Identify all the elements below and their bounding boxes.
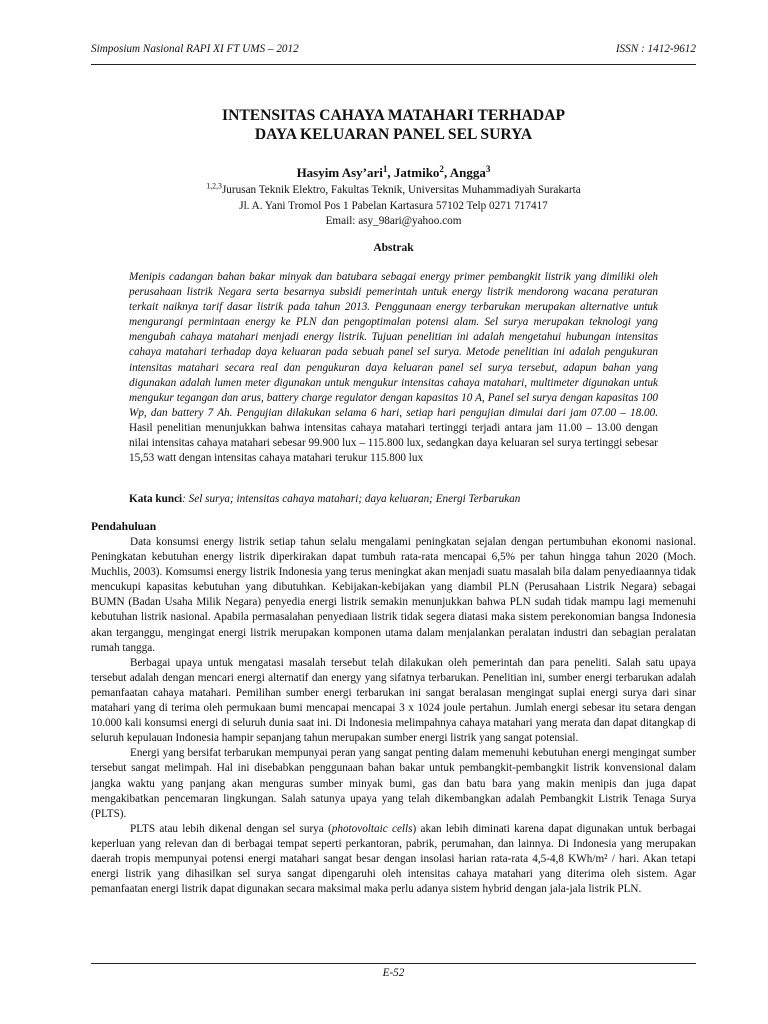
- paragraph-3: Energi yang bersifat terbarukan mempunyai peran yang sangat penting dalam memenuhi kebutuhan energi mengingat sumber tersebut sangat melimpah. Hal ini disebabkan penggunaan bahan bakar untuk pembangkit-pembangkit listrik konvensional dalam jangka waktu yang panjang akan menguras sumber minyak bumi, gas dan batu bara yang makin menipis dan juga dapat mengakibatkan pencemaran lingkungan. Salah satunya upaya yang telah dikembangkan adalah Pembangkit Listrik Tenaga Surya (PLTS).: [91, 747, 696, 820]
- abstract-text: [129, 270, 658, 466]
- keywords: [129, 492, 658, 507]
- abstract-result-text: Hasil penelitian menunjukkan bahwa intensitas cahaya matahari tertinggi terjadi antara jam 11.00 – 13.00 dengan nilai intensitas cahaya matahari sebesar 99.900 lux – 115.800 lux, sedangkan daya keluaran sel surya tertinggi sebesar 15,53 watt dengan intensitas cahaya matahari terukur 115.800 lux: [129, 421, 658, 465]
- affiliation-email: Email: asy_98ari@yahoo.com: [325, 215, 462, 227]
- paper-title: [91, 106, 696, 144]
- author-name: Hasyim Asy’ari: [296, 165, 383, 180]
- running-header: [91, 43, 696, 63]
- author-mark: 3: [485, 164, 491, 174]
- abstract-italic-text: Menipis cadangan bahan bakar minyak dan batubara sebagai energy primer pembangkit listrik yang dimiliki oleh perusahaan listrik Negara serta besarnya subsidi pemerintah untuk energy listrik mendorong wacana peraturan terkait naiknya tarif dasar listrik pada tahun 2013. Penggunaan energy terbarukan merupakan alternative untuk mengurangi permintaan energy ke PLN dan pengoptimalan potensi alam. Sel surya merupakan teknologi yang mengubah cahaya matahari menjadi energy listrik. Tujuan penelitian ini adalah mengetahui hubungan intensitas cahaya matahari terhadap daya keluaran pada sebuah panel sel surya. Metode penelitian ini adalah pengukuran intensitas matahari secara real dan pengukuran daya keluaran panel sel surya tersebut, adapun bahan yang digunakan adalah lumen meter digunakan untuk mengukur intensitas cahaya matahari, multimeter digunakan untuk mengukur tegangan dan arus, battery charge regulator dengan kapasitas 10 A, Panel sel surya dengan kapasitas 100 Wp, dan battery 7 Ah. Pengujian dilakukan selama 6 hari, setiap hari pengujian dimulai dari jam 07.00 – 18.00.: [129, 271, 658, 419]
- abstract-heading: Abstrak: [373, 242, 414, 254]
- paragraph-2: Berbagai upaya untuk mengatasi masalah tersebut telah dilakukan oleh pemerintah dan para peneliti. Salah satu upaya tersebut adalah dengan mencari energi alternatif dan energy yang sifatnya terbarukan. Penelitian ini, sumber energi terbarukan adalah pemanfaatan cahaya matahari. Pemilihan sumber energi terbarukan ini sangat beralasan mengingat suplai energi surya dari sinar matahari yang di terima oleh permukaan bumi mencapai mencapai 3 x 1024 joule pertahun. Jumlah energi sebesar itu setara dengan 10.000 kali konsumsi energi di seluruh dunia saat ini. Di Indonesia melimpahnya cahaya matahari yang merata dan dapat ditangkap di seluruh kepulauan Indonesia hampir sepanjang tahun merupakan sumber energi listrik yang sangat potensial.: [91, 656, 696, 745]
- header-rule: [91, 64, 696, 65]
- paragraph-4-start: PLTS atau lebih dikenal dengan sel surya (: [130, 822, 332, 835]
- paragraph-1: Data konsumsi energy listrik setiap tahun selalu mengalami peningkatan sejalan dengan pertumbuhan ekonomi nasional. Peningkatan kebutuhan energy listrik diperkirakan dapat tumbuh rata-rata mencapai 6,5% per tahun hingga tahun 2020 (Moch. Muchlis, 2003). Komsumsi energy listrik Indonesia yang terus meningkat akan menjadi suatu masalah bila dalam penyediaannya tidak mencukupi kapasitas kebutuhan yang dibutuhkan. Kebijakan-kebijakan yang diambil PLN (Perusahaan Listrik Negara) sebagai BUMN (Badan Usaha Milik Negara) penyedia energi listrik semakin menunjukkan bahwa PLN sudah tidak mampu lagi memenuhi kebutuhan listrik nasional. Apabila permasalahan penyediaan listrik tidak segera diatasi maka sistem perekonomian bangsa Indonesia akan terganggu, mengingat energi listrik merupakan komponen utama dalam menjalankan peralatan industri dan sebagian peralatan rumah tangga.: [91, 536, 696, 654]
- affiliation-mark: 1,2,3: [206, 181, 222, 191]
- issn: ISSN : 1412-9612: [615, 43, 696, 55]
- affiliation-text: Jurusan Teknik Elektro, Fakultas Teknik, Universitas Muhammadiyah Surakarta: [221, 184, 581, 196]
- affiliation-address: Jl. A. Yani Tromol Pos 1 Pabelan Kartasura 57102 Telp 0271 717417: [239, 199, 548, 212]
- affiliation: [91, 183, 696, 230]
- affiliation-line-1: [91, 183, 696, 199]
- paragraph-4: [91, 822, 696, 897]
- conference-name: Simposium Nasional RAPI XI FT UMS – 2012: [91, 43, 299, 55]
- title-line-1: INTENSITAS CAHAYA MATAHARI TERHADAP: [222, 107, 565, 124]
- section-heading: Pendahuluan: [91, 521, 157, 533]
- author-name: Angga: [449, 165, 486, 180]
- title-line-2: DAYA KELUARAN PANEL SEL SURYA: [254, 126, 533, 143]
- author-name: Jatmiko: [393, 165, 440, 180]
- keywords-text: : Sel surya; intensitas cahaya matahari; daya keluaran; Energi Terbarukan: [182, 493, 521, 505]
- author-mark: 2: [439, 164, 444, 174]
- page-number: E-52: [382, 967, 405, 979]
- author-list: Hasyim Asy’ari$^1$, Jatmiko$^2$, Angga$^3$: [296, 164, 491, 180]
- footer-rule: [91, 963, 696, 964]
- paragraph-4-term: photovoltaic cells: [331, 822, 413, 835]
- author-mark: 1: [382, 164, 388, 174]
- paragraph-4-rest: ) akan lebih diminati karena dapat digunakan untuk berbagai keperluan yang relevan dan di berbagai tempat seperti perkantoran, pabrik, perumahan, dan lainnya. Di Indonesia yang merupakan daerah tropis mempunyai potensi energi matahari sangat besar dengan insolasi harian rata-rata 4,5-4,8 KWh/m² / hari. Akan tetapi energi listrik yang dihasilkan sel surya sangat dipengaruhi oleh intensitas cahaya matahari yang diterima oleh sistem. Agar pemanfaatan energi listrik dapat digunakan secara maksimal maka perlu adanya sistem hybrid dengan jala-jala listrik PLN.: [91, 822, 696, 896]
- section-body: [91, 535, 696, 897]
- keywords-label: Kata kunci: [129, 493, 183, 505]
